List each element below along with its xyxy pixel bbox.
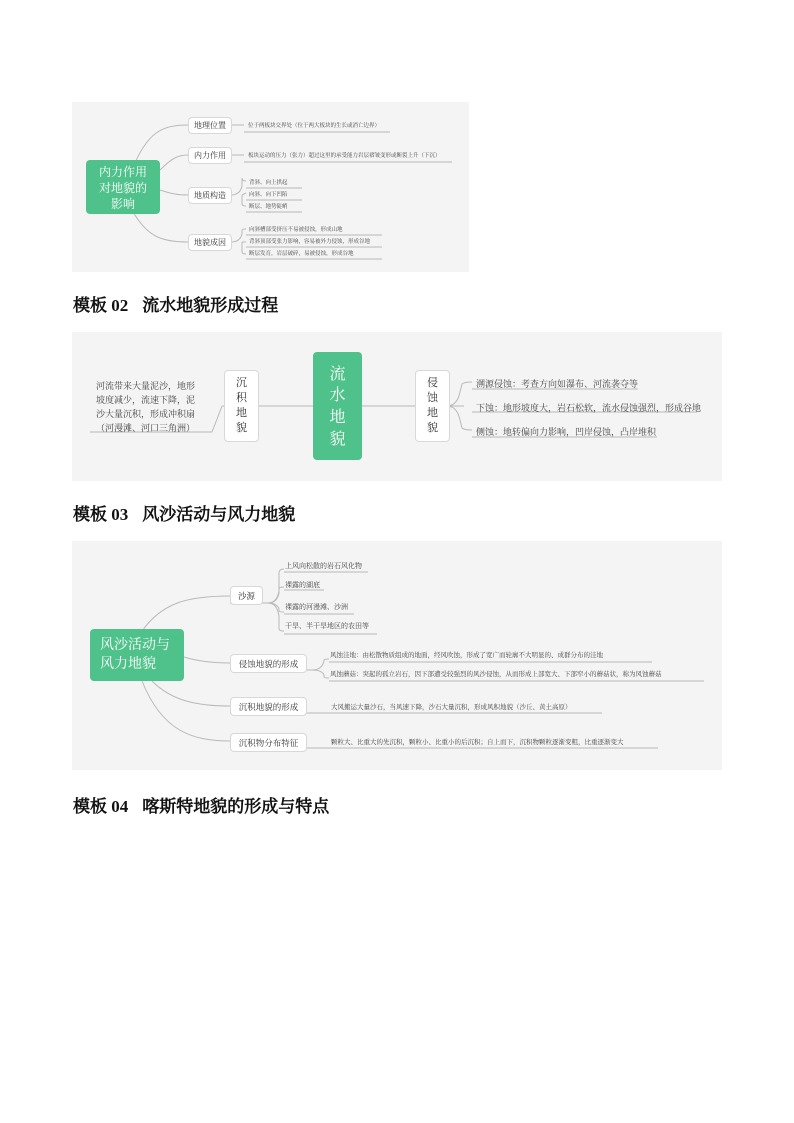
branch-node-sediment-distribution: 沉积物分布特征	[230, 733, 307, 752]
char: 沉	[236, 376, 247, 390]
description-line: 沙大量沉积，形成冲积扇	[96, 410, 196, 420]
heading-number: 模板 02	[73, 296, 129, 315]
node-erosional-landform	[415, 370, 450, 442]
char: 地	[236, 406, 247, 419]
char: 侵	[427, 376, 438, 390]
description-line: 坡度减少，流速下降，泥	[96, 396, 196, 406]
branch-node-erosion-landform: 侵蚀地貌的形成	[230, 654, 307, 673]
description-line: 河流带来大量泥沙，地形	[96, 382, 196, 392]
heading-title: 流水地貌形成过程	[142, 296, 279, 316]
detail-text: 板块运动的压力（张力）超过这里的承受能力岩层褶皱变形或断裂上升（下沉）	[248, 153, 441, 159]
root-line: 对地貌的	[98, 181, 147, 195]
branch-node-sand-source: 沙源	[230, 586, 263, 605]
detail-text: 断层发育，岩层破碎，易被侵蚀，形成谷地	[249, 251, 354, 257]
char: 貌	[427, 420, 438, 434]
char: 貌	[236, 420, 247, 434]
heading-number: 模板 03	[73, 505, 129, 524]
erosion-item: 下蚀：地形坡度大，岩石松软，流水侵蚀强烈，形成谷地	[476, 404, 702, 414]
char: 蚀	[427, 391, 438, 405]
root-line: 风力地貌	[100, 656, 156, 672]
char: 地	[329, 407, 346, 426]
detail-text: 风蚀蘑菇：突起的孤立岩石，因下部遭受较强烈的风沙侵蚀，从而形成上部宽大、下部窄小的蘑菇状，称为风蚀蘑菇	[330, 670, 662, 678]
detail-text: 裸露的湖底	[285, 581, 320, 589]
mindmap-panel-aeolian	[72, 541, 722, 770]
detail-text: 上风向松散的岩石风化物	[285, 562, 362, 570]
detail-text: 干旱、半干旱地区的农田等	[285, 622, 369, 630]
branch-node-landform-cause: 地貌成因	[188, 234, 232, 251]
erosion-item: 侧蚀：地转偏向力影响，凹岸侵蚀，凸岸堆积	[476, 428, 657, 438]
section-heading-03	[73, 500, 295, 525]
char: 地	[427, 406, 438, 419]
sediment-description	[96, 380, 195, 436]
char: 水	[329, 385, 346, 405]
root-line: 内力作用	[98, 165, 147, 179]
detail-text: 大风搬运大量沙石，当风速下降，沙石大量沉积，形成风积地貌（沙丘、黄土高原）	[331, 703, 572, 711]
detail-text: 风蚀洼地：由松散物质组成的地面，经风吹蚀，形成了宽广而轮廓不大明显的、成群分布的洼地	[330, 651, 603, 659]
mindmap-root-node	[86, 160, 160, 214]
mindmap-root-node	[90, 629, 184, 681]
detail-text: 裸露的河漫滩、沙洲	[285, 603, 348, 611]
branch-node-deposition-landform: 沉积地貌的形成	[230, 697, 307, 716]
heading-title: 风沙活动与风力地貌	[142, 505, 296, 525]
heading-title: 喀斯特地貌的形成与特点	[142, 797, 330, 817]
mindmap-panel-internal-forces	[72, 102, 469, 272]
mindmap-panel-fluvial	[72, 332, 722, 481]
char: 流	[329, 363, 346, 383]
erosion-item: 溯源侵蚀：考查方向如瀑布、河流袭夺等	[476, 380, 639, 390]
root-line: 影响	[110, 197, 135, 211]
detail-text: 断层、地势陡峭	[249, 204, 288, 210]
branch-node-geo-structure: 地质构造	[188, 187, 232, 204]
root-line: 风沙活动与	[100, 637, 170, 653]
char: 貌	[329, 428, 346, 448]
section-heading-02	[73, 291, 278, 316]
branch-node-location: 地理位置	[188, 117, 232, 134]
mindmap-root-node	[313, 352, 362, 460]
detail-text: 背斜、向上拱起	[249, 180, 288, 186]
description-line: （河漫滩、河口三角洲）	[96, 424, 196, 434]
detail-text: 位于两板块交界处（位于两大板块的生长或消亡边界）	[248, 123, 381, 129]
heading-number: 模板 04	[73, 797, 129, 816]
node-depositional-landform	[224, 370, 259, 442]
detail-text: 向斜、向下凹陷	[249, 192, 288, 198]
detail-text: 颗粒大、比重大的先沉积，颗粒小、比重小的后沉积；自上而下，沉积物颗粒逐渐变粗，比重逐渐变大	[331, 738, 624, 746]
section-heading-04	[73, 792, 329, 817]
char: 积	[236, 391, 247, 405]
branch-node-internal-force: 内力作用	[188, 147, 232, 164]
detail-text: 向斜槽部受挤压不易被侵蚀，形成山地	[249, 227, 343, 233]
detail-text: 背斜顶部受张力影响，容易被外力侵蚀，形成谷地	[249, 239, 371, 245]
